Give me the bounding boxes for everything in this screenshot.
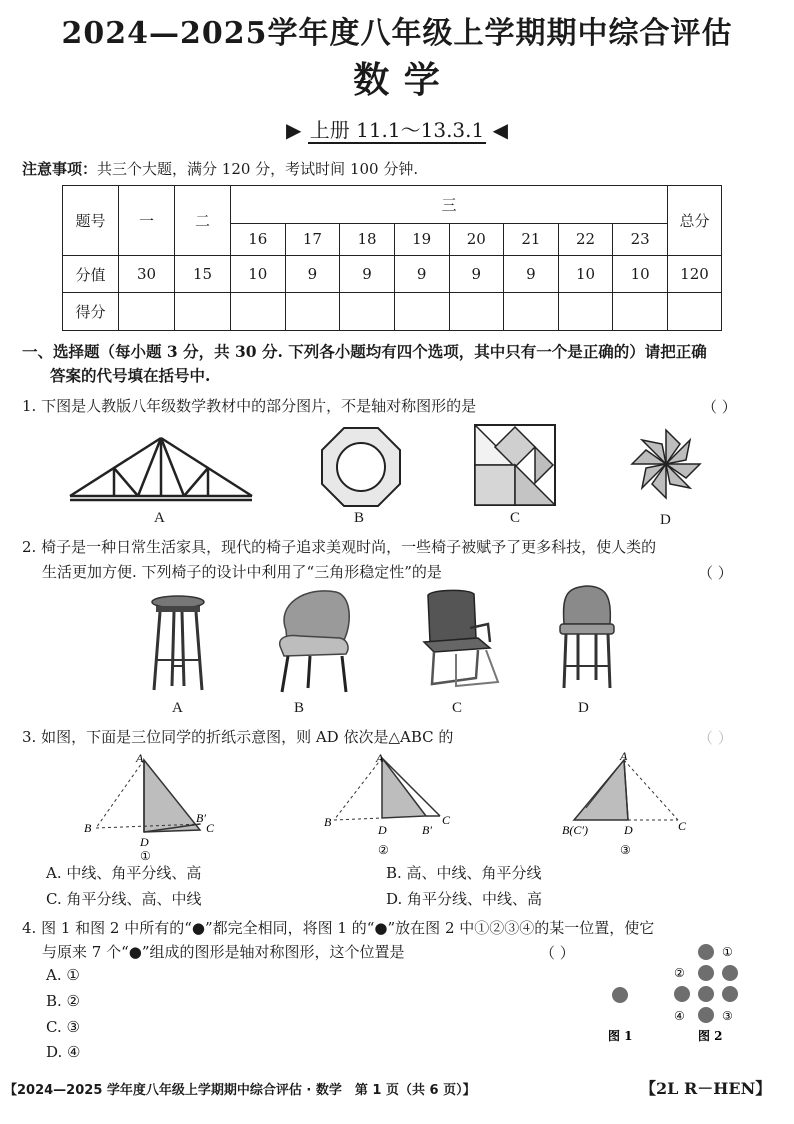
score-cell[interactable]	[394, 293, 449, 331]
q3-answer-paren[interactable]: （ ）	[698, 729, 733, 747]
q4-option-c[interactable]: C. ③	[46, 1018, 80, 1036]
th-part-3: 三	[231, 186, 668, 224]
subject-title: 数 学	[353, 59, 441, 101]
q3-option-d[interactable]: D. 角平分线、中线、高	[386, 890, 543, 908]
section1-heading-line2: 答案的代号填在括号中.	[50, 366, 211, 385]
q2-stem-line2: 生活更加方便. 下列椅子的设计中利用了“三角形稳定性”的是	[42, 563, 442, 581]
score-cell[interactable]	[504, 293, 559, 331]
fig2-label-a: A	[376, 752, 384, 765]
score-table	[62, 185, 722, 331]
fig3-label-d: D	[624, 823, 633, 837]
chapter-range	[0, 114, 794, 143]
paper-code: 【2L R－HEN】	[640, 1079, 772, 1098]
points-cell: 15	[175, 255, 231, 293]
office-chair-figure	[416, 588, 502, 688]
q1-label-b: B	[354, 510, 365, 526]
q1-label-d: D	[660, 512, 671, 528]
fold-figure-2	[322, 752, 462, 862]
fig2-caption: 图 2	[698, 1029, 723, 1043]
q2-label-d: D	[578, 700, 589, 716]
th-q20: 20	[449, 223, 504, 255]
points-cell: 10	[558, 255, 613, 293]
q2-stem-line1: 2. 椅子是一种日常生活家具，现代的椅子追求美观时尚，一些椅子被赋予了更多科技，使人类的	[22, 538, 657, 556]
fig1-label-b: B	[84, 821, 92, 835]
fig1-label-c: C	[206, 821, 215, 835]
score-cell[interactable]	[285, 293, 340, 331]
score-cell[interactable]	[175, 293, 231, 331]
q2-label-c: C	[452, 700, 463, 716]
score-cell[interactable]	[449, 293, 504, 331]
points-cell: 9	[449, 255, 504, 293]
th-q18: 18	[340, 223, 395, 255]
points-cell: 9	[340, 255, 395, 293]
notice	[22, 158, 418, 179]
truss-figure	[66, 432, 256, 502]
dot-icon	[698, 986, 714, 1002]
q2-answer-paren[interactable]: （ ）	[698, 564, 733, 582]
points-cell: 9	[394, 255, 449, 293]
points-cell: 9	[285, 255, 340, 293]
pinwheel-figure	[626, 424, 706, 504]
th-q23: 23	[613, 223, 668, 255]
fig2-label-d: D	[378, 823, 387, 837]
tangram-square-figure	[474, 424, 556, 506]
q2-label-b: B	[294, 700, 305, 716]
score-cell[interactable]	[340, 293, 395, 331]
section1-heading	[22, 340, 772, 388]
fold-figure-1	[84, 752, 234, 862]
score-cell[interactable]	[231, 293, 286, 331]
row-label-score: 得分	[63, 293, 119, 331]
q1-label-a: A	[154, 510, 165, 526]
q4-option-b[interactable]: B. ②	[46, 992, 81, 1010]
q1-label-c: C	[510, 510, 521, 526]
row-label-points: 分值	[63, 255, 119, 293]
right-arrow-icon: ◀	[492, 118, 508, 142]
th-total: 总分	[668, 186, 722, 256]
q4-stem-line1: 4. 图 1 和图 2 中所有的“●”都完全相同，将图 1 的“●”放在图 2 中①②③④的某一位置，使它	[22, 919, 655, 937]
fig1-caption: ①	[140, 849, 151, 862]
mark-2: ②	[674, 966, 685, 980]
th-question-no: 题号	[63, 186, 119, 256]
notice-label: 注意事项：	[22, 160, 98, 178]
fig3-caption: ③	[620, 843, 631, 857]
chapter-range-text: 上册 11.1～13.3.1	[309, 118, 485, 142]
section1-heading-line1: 一、选择题（每小题 3 分，共 30 分. 下列各小题均有四个选项，其中只有一个是正确的）请把正确	[22, 342, 707, 361]
mark-3: ③	[722, 1009, 733, 1023]
dot-icon	[698, 1007, 714, 1023]
dot-figures	[600, 938, 760, 1048]
fig1-caption: 图 1	[608, 1029, 633, 1043]
points-cell: 30	[119, 255, 175, 293]
q3-option-b[interactable]: B. 高、中线、角平分线	[386, 864, 542, 882]
page-footer: 【2024—2025 学年度八年级上学期期中综合评估 · 数学 第 1 页（共 6 页）】	[4, 1083, 476, 1098]
score-cell[interactable]	[119, 293, 175, 331]
points-cell: 10	[231, 255, 286, 293]
fig1-label-a: A	[136, 752, 144, 765]
score-cell[interactable]	[668, 293, 722, 331]
th-q21: 21	[504, 223, 559, 255]
score-cell[interactable]	[613, 293, 668, 331]
fig1-label-b-prime: B′	[196, 811, 206, 825]
points-cell: 9	[504, 255, 559, 293]
fig2-label-b: B	[324, 815, 332, 829]
fig3-label-a: A	[620, 752, 628, 763]
q4-stem-line2: 与原来 7 个“●”组成的图形是轴对称图形，这个位置是	[42, 943, 405, 961]
q3-option-a[interactable]: A. 中线、角平分线、高	[46, 864, 202, 882]
points-cell: 10	[613, 255, 668, 293]
fig2-label-b-prime: B′	[422, 823, 432, 837]
q1-stem: 1. 下图是人教版八年级数学教材中的部分图片，不是轴对称图形的是	[22, 397, 477, 415]
q1-answer-paren[interactable]: （ ）	[702, 398, 737, 416]
left-arrow-icon: ▶	[285, 118, 302, 142]
q3-stem: 3. 如图，下面是三位同学的折纸示意图，则 AD 依次是△ABC 的	[22, 728, 454, 746]
dot-icon	[698, 965, 714, 981]
figure1-dot-icon	[612, 987, 628, 1003]
q4-option-d[interactable]: D. ④	[46, 1043, 81, 1061]
th-part-2: 二	[175, 186, 231, 256]
th-q17: 17	[285, 223, 340, 255]
mark-4: ④	[674, 1009, 685, 1023]
points-cell: 120	[668, 255, 722, 293]
fig1-label-d: D	[140, 835, 149, 849]
q2-label-a: A	[172, 700, 183, 716]
q4-answer-paren[interactable]: （ ）	[540, 944, 575, 962]
fold-figure-3	[560, 752, 700, 862]
dot-icon	[722, 965, 738, 981]
th-q16: 16	[231, 223, 286, 255]
fig2-label-c: C	[442, 813, 451, 827]
score-cell[interactable]	[558, 293, 613, 331]
q4-option-a[interactable]: A. ①	[46, 966, 80, 984]
mark-1: ①	[722, 945, 733, 959]
fig2-caption: ②	[378, 843, 389, 857]
fig3-label-b-c-prime: B(C′)	[562, 823, 588, 837]
octagon-ring-figure	[320, 426, 402, 508]
th-q19: 19	[394, 223, 449, 255]
q3-option-c[interactable]: C. 角平分线、高、中线	[46, 890, 202, 908]
bar-stool-figure	[146, 594, 210, 694]
armchair-figure	[266, 584, 356, 694]
fig3-label-c: C	[678, 819, 687, 833]
dot-icon	[698, 944, 714, 960]
high-chair-figure	[556, 584, 618, 692]
dot-icon	[722, 986, 738, 1002]
exam-title: 2024—2025学年度八年级上学期期中综合评估	[61, 16, 733, 51]
th-part-1: 一	[119, 186, 175, 256]
notice-text: 共三个大题，满分 120 分，考试时间 100 分钟.	[97, 160, 419, 178]
th-q22: 22	[558, 223, 613, 255]
dot-icon	[674, 986, 690, 1002]
